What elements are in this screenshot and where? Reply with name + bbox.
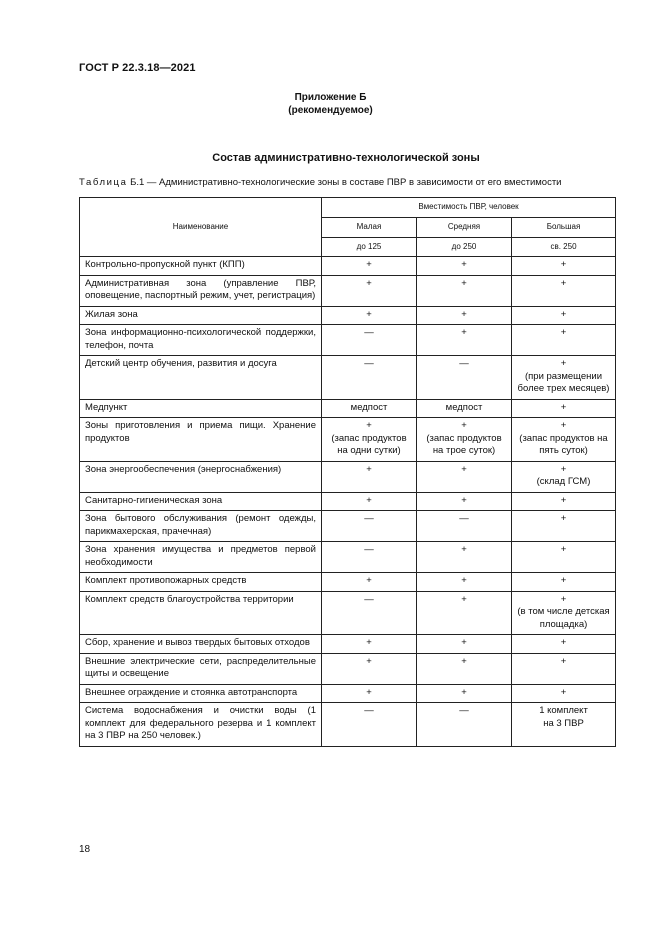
header-name: Наименование xyxy=(80,198,322,257)
header-capacity: Вместимость ПВР, человек xyxy=(322,198,616,218)
table-caption-label: Таблица xyxy=(79,177,128,188)
table-row xyxy=(80,257,616,276)
medium-capacity-cell: + xyxy=(417,573,512,592)
small-capacity-cell: — xyxy=(322,591,417,635)
header-medium-range: до 250 xyxy=(417,238,512,257)
large-capacity-cell: + xyxy=(512,511,616,542)
small-capacity-cell: — xyxy=(322,542,417,573)
table-row xyxy=(80,492,616,511)
appendix-note: (рекомендуемое) xyxy=(288,105,373,116)
medium-capacity-cell: + xyxy=(417,635,512,654)
medium-capacity-cell: медпост xyxy=(417,399,512,418)
small-capacity-cell: + xyxy=(322,257,417,276)
medium-capacity-cell: + xyxy=(417,461,512,492)
appendix-title: Приложение Б xyxy=(294,92,367,103)
table-row xyxy=(80,306,616,325)
medium-capacity-cell: + xyxy=(417,257,512,276)
table-row xyxy=(80,325,616,356)
medium-capacity-cell: — xyxy=(417,511,512,542)
table-row xyxy=(80,703,616,747)
table-row xyxy=(80,684,616,703)
large-capacity-cell: + xyxy=(512,306,616,325)
row-name-cell: Медпункт xyxy=(80,399,322,418)
large-capacity-cell: + xyxy=(512,325,616,356)
row-name-cell: Зона энергообеспечения (энергоснабжения) xyxy=(80,461,322,492)
row-name-cell: Детский центр обучения, развития и досуга xyxy=(80,356,322,400)
table-row xyxy=(80,275,616,306)
row-name-cell: Контрольно-пропускной пункт (КПП) xyxy=(80,257,322,276)
small-capacity-cell: + xyxy=(322,573,417,592)
row-name-cell: Комплект противопожарных средств xyxy=(80,573,322,592)
medium-capacity-cell: + xyxy=(417,306,512,325)
page-number: 18 xyxy=(79,844,91,855)
section-title: Состав административно-технологической зоны xyxy=(212,152,480,164)
header-large-range: св. 250 xyxy=(512,238,616,257)
row-name-cell: Зона информационно-психологической поддержки, телефон, почта xyxy=(80,325,322,356)
large-capacity-cell: + (при размещении более трех месяцев) xyxy=(512,356,616,400)
large-capacity-cell: + xyxy=(512,275,616,306)
medium-capacity-cell: — xyxy=(417,356,512,400)
medium-capacity-cell: + xyxy=(417,653,512,684)
large-capacity-cell: + xyxy=(512,399,616,418)
row-name-cell: Жилая зона xyxy=(80,306,322,325)
header-small-range: до 125 xyxy=(322,238,417,257)
small-capacity-cell: + (запас продуктов на одни сутки) xyxy=(322,418,417,462)
medium-capacity-cell: + xyxy=(417,591,512,635)
small-capacity-cell: — xyxy=(322,325,417,356)
large-capacity-cell: + xyxy=(512,573,616,592)
document-code: ГОСТ Р 22.3.18—2021 xyxy=(79,62,196,74)
row-name-cell: Зоны приготовления и приема пищи. Хранение продуктов xyxy=(80,418,322,462)
medium-capacity-cell: + (запас продуктов на трое суток) xyxy=(417,418,512,462)
large-capacity-cell: 1 комплект на 3 ПВР xyxy=(512,703,616,747)
zones-table xyxy=(79,197,616,747)
small-capacity-cell: — xyxy=(322,511,417,542)
table-row xyxy=(80,399,616,418)
large-capacity-cell: + xyxy=(512,653,616,684)
header-small: Малая xyxy=(322,218,417,238)
large-capacity-cell: + (запас продуктов на пять суток) xyxy=(512,418,616,462)
large-capacity-cell: + xyxy=(512,492,616,511)
small-capacity-cell: + xyxy=(322,306,417,325)
medium-capacity-cell: + xyxy=(417,684,512,703)
table-row xyxy=(80,573,616,592)
small-capacity-cell: — xyxy=(322,703,417,747)
large-capacity-cell: + (в том числе детская площадка) xyxy=(512,591,616,635)
large-capacity-cell: + xyxy=(512,257,616,276)
row-name-cell: Внешние электрические сети, распределительные щиты и освещение xyxy=(80,653,322,684)
row-name-cell: Внешнее ограждение и стоянка автотранспорта xyxy=(80,684,322,703)
row-name-cell: Административная зона (управление ПВР, оповещение, паспортный режим, учет, регистрация) xyxy=(80,275,322,306)
small-capacity-cell: + xyxy=(322,275,417,306)
row-name-cell: Комплект средств благоустройства территории xyxy=(80,591,322,635)
small-capacity-cell: + xyxy=(322,684,417,703)
medium-capacity-cell: + xyxy=(417,542,512,573)
table-row xyxy=(80,511,616,542)
table-caption-text: Б.1 — Административно-технологические зоны в составе ПВР в зависимости от его вместимости xyxy=(130,177,562,188)
small-capacity-cell: + xyxy=(322,653,417,684)
header-medium: Средняя xyxy=(417,218,512,238)
row-name-cell: Система водоснабжения и очистки воды (1 комплект для федерального резерва и 1 комплект на 3 ПВР на 250 человек.) xyxy=(80,703,322,747)
large-capacity-cell: + xyxy=(512,684,616,703)
row-name-cell: Сбор, хранение и вывоз твердых бытовых отходов xyxy=(80,635,322,654)
large-capacity-cell: + xyxy=(512,635,616,654)
medium-capacity-cell: + xyxy=(417,275,512,306)
medium-capacity-cell: + xyxy=(417,492,512,511)
small-capacity-cell: — xyxy=(322,356,417,400)
small-capacity-cell: + xyxy=(322,492,417,511)
row-name-cell: Зона бытового обслуживания (ремонт одежды, парикмахерская, прачечная) xyxy=(80,511,322,542)
table-row xyxy=(80,461,616,492)
small-capacity-cell: + xyxy=(322,461,417,492)
appendix-heading xyxy=(0,91,661,117)
table-row xyxy=(80,356,616,400)
table-row xyxy=(80,418,616,462)
row-name-cell: Зона хранения имущества и предметов первой необходимости xyxy=(80,542,322,573)
table-row xyxy=(80,635,616,654)
small-capacity-cell: + xyxy=(322,635,417,654)
large-capacity-cell: + (склад ГСМ) xyxy=(512,461,616,492)
large-capacity-cell: + xyxy=(512,542,616,573)
medium-capacity-cell: + xyxy=(417,325,512,356)
row-name-cell: Санитарно-гигиеническая зона xyxy=(80,492,322,511)
medium-capacity-cell: — xyxy=(417,703,512,747)
small-capacity-cell: медпост xyxy=(322,399,417,418)
table-row xyxy=(80,653,616,684)
header-large: Большая xyxy=(512,218,616,238)
table-caption xyxy=(79,177,562,188)
table-row xyxy=(80,542,616,573)
table-row xyxy=(80,591,616,635)
